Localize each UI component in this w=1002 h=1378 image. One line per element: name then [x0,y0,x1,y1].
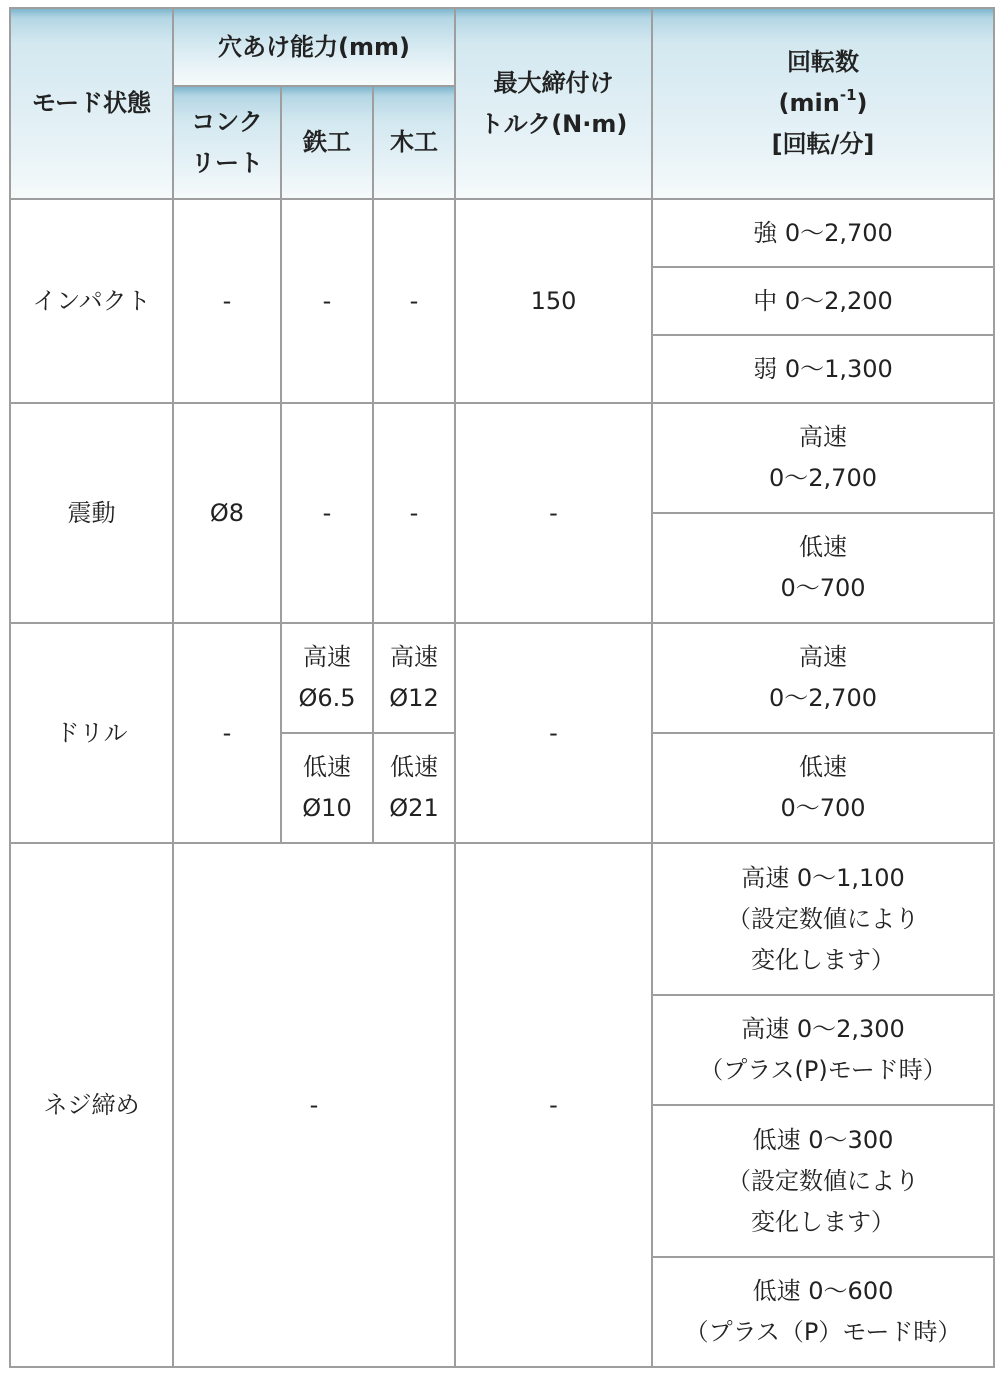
speed-note: （設定数値により [727,904,920,933]
speed-label: 高速 [303,643,351,671]
drill-torque: - [455,623,652,843]
vibration-concrete: Ø8 [173,403,281,623]
impact-speed-medium: 中 0～2,200 [652,267,994,335]
impact-concrete: - [173,199,281,403]
speed-value: 低速 0～600 [752,1277,894,1305]
speed-value: 0～700 [780,794,866,822]
header-rpm-line3: [回転/分] [771,130,875,158]
speed-label: 低速 [303,753,351,781]
header-rpm-unit: (min [778,89,840,117]
speed-note: （プラス(P)モード時） [699,1056,947,1084]
diameter-value: Ø21 [389,794,439,822]
speed-value: 高速 0～1,100 [741,863,905,892]
speed-label: 高速 [799,423,848,451]
drill-speed-low [652,733,994,843]
screw-speed-high-plus [652,995,994,1105]
speed-value: 高速 0～2,300 [741,1015,905,1043]
drill-concrete: - [173,623,281,843]
header-rpm [652,8,994,199]
header-row [10,8,994,86]
header-steel: 鉄工 [281,86,373,199]
drill-speed-high [652,623,994,733]
mode-screw: ネジ締め [10,843,173,1367]
table-row-screw [10,843,994,995]
vibration-speed-low [652,513,994,623]
speed-note: 変化します） [751,1207,896,1236]
speed-label: 高速 [390,643,438,671]
speed-label: 高速 [799,643,848,671]
header-torque-line1: 最大締付け [493,68,614,97]
header-hole-capacity: 穴あけ能力(mm) [173,8,455,86]
diameter-value: Ø6.5 [298,684,356,712]
speed-value: 0～700 [780,574,866,602]
header-concrete [173,86,281,199]
speed-label: 低速 [390,753,438,781]
mode-impact: インパクト [10,199,173,403]
mode-drill: ドリル [10,623,173,843]
mode-vibration: 震動 [10,403,173,623]
header-rpm-unit-exponent: -1 [839,86,857,104]
speed-label: 低速 [799,533,848,561]
vibration-steel: - [281,403,373,623]
header-concrete-line2: リート [191,148,263,177]
header-torque-line2: トルク(N·m) [479,109,628,138]
drill-steel-high [281,623,373,733]
header-mode: モード状態 [10,8,173,199]
header-rpm-unit-close: ) [856,89,868,117]
impact-torque: 150 [455,199,652,403]
vibration-wood: - [373,403,455,623]
vibration-speed-high [652,403,994,513]
diameter-value: Ø10 [302,794,352,822]
impact-speed-weak: 弱 0～1,300 [652,335,994,403]
diameter-value: Ø12 [389,684,439,712]
drill-steel-low [281,733,373,843]
drill-wood-low [373,733,455,843]
header-wood: 木工 [373,86,455,199]
screw-hole-capacity: - [173,843,455,1367]
table-row-vibration [10,403,994,513]
speed-note: （プラス（P）モード時） [684,1318,962,1346]
speed-label: 低速 [799,753,848,781]
speed-value: 0～2,700 [769,464,877,492]
speed-note: 変化します） [751,945,896,974]
header-max-torque [455,8,652,199]
screw-speed-low-plus [652,1257,994,1367]
spec-table [9,7,995,1368]
table-row-impact [10,199,994,267]
screw-torque: - [455,843,652,1367]
impact-wood: - [373,199,455,403]
impact-speed-strong: 強 0～2,700 [652,199,994,267]
speed-value: 0～2,700 [769,684,877,712]
speed-value: 低速 0～300 [752,1125,894,1154]
speed-note: （設定数値により [727,1166,920,1195]
table-row-drill [10,623,994,733]
drill-wood-high [373,623,455,733]
impact-steel: - [281,199,373,403]
vibration-torque: - [455,403,652,623]
header-rpm-line1: 回転数 [787,48,860,76]
screw-speed-high-setting [652,843,994,995]
header-rpm-line2 [657,83,989,124]
header-concrete-line1: コンク [191,107,263,136]
screw-speed-low-setting [652,1105,994,1257]
